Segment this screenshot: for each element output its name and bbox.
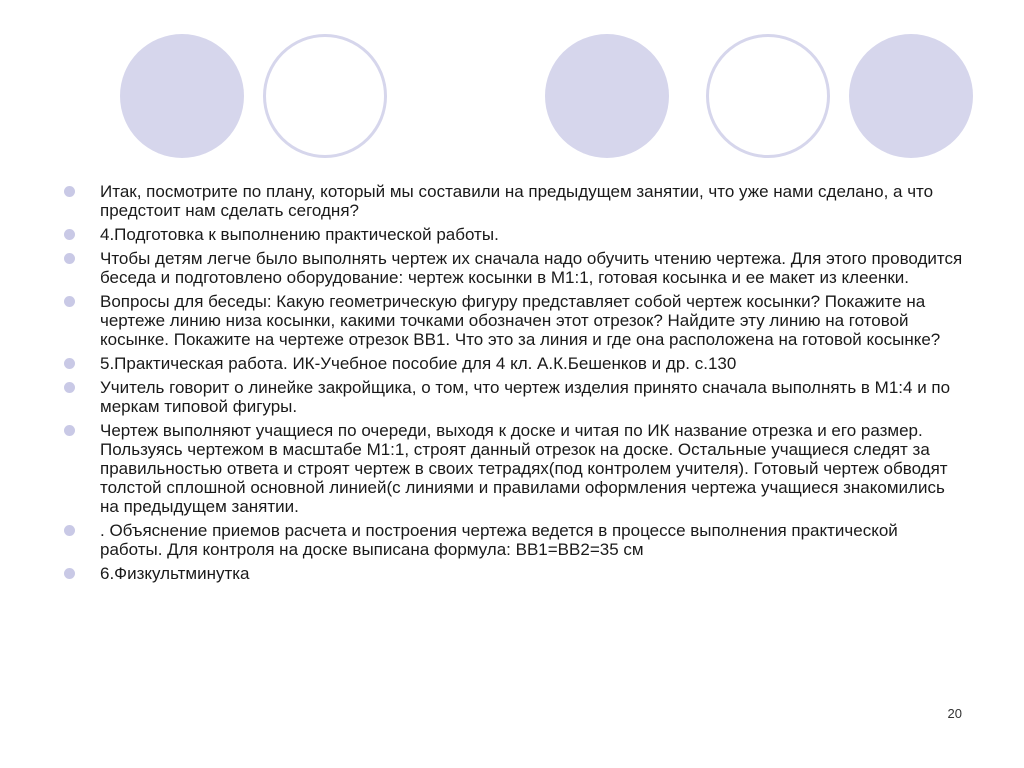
list-item (64, 292, 964, 349)
list-item-text: Чертеж выполняют учащиеся по очереди, выходя к доске и читая по ИК название отрезка и его размер. Пользуясь чертежом в масштабе М1:1, строят данный отрезок на доске. Остальные учащиеся следят за правильностью ответа и строят чертеж в своих тетрадях(под контролем учителя). Готовый чертеж обводят толстой сплошной основной линией(с линиями и правилами оформления чертежа учащиеся знакомились на предыдущем занятии. (100, 421, 948, 516)
list-item-text: Чтобы детям легче было выполнять чертеж их сначала надо обучить чтению чертежа. Для этого проводится беседа и подготовлено оборудование: чертеж косынки в М1:1, готовая косынка и ее макет из клеенки. (100, 249, 963, 287)
list-item (64, 354, 964, 373)
list-item (64, 249, 964, 287)
list-item (64, 225, 964, 244)
decorative-filled-circle (545, 34, 669, 158)
list-item (64, 521, 964, 559)
bullet-dot-icon (64, 296, 75, 307)
list-item (64, 378, 964, 416)
list-item (64, 564, 964, 583)
bullet-dot-icon (64, 425, 75, 436)
decorative-ring-circle (706, 34, 830, 158)
list-item-text: 4.Подготовка к выполнению практической работы. (100, 225, 499, 244)
bullet-dot-icon (64, 525, 75, 536)
list-item-text: . Объяснение приемов расчета и построения чертежа ведется в процессе выполнения практической работы. Для контроля на доске выписана формула: ВВ1=ВВ2=35 см (100, 521, 898, 559)
list-item-text: Вопросы для беседы: Какую геометрическую фигуру представляет собой чертеж косынки? Покажите на чертеже линию низа косынки, какими точками обозначен этот отрезок? Найдите эту линию на готовой косынке. Покажите на чертеже отрезок ВВ1. Что это за линия и где она расположена на готовой косынке? (100, 292, 941, 349)
page-number: 20 (947, 706, 962, 721)
decorative-ring-circle (263, 34, 387, 158)
list-item-text: Учитель говорит о линейке закройщика, о том, что чертеж изделия принято сначала выполнять в М1:4 и по меркам типовой фигуры. (100, 378, 951, 416)
bullet-dot-icon (64, 253, 75, 264)
list-item (64, 421, 964, 516)
list-item (64, 182, 964, 220)
list-item-text: 5.Практическая работа. ИК-Учебное пособие для 4 кл. А.К.Бешенков и др. с.130 (100, 354, 737, 373)
list-item-text: 6.Физкультминутка (100, 564, 250, 583)
bullet-dot-icon (64, 186, 75, 197)
bullet-dot-icon (64, 568, 75, 579)
decorative-filled-circle (849, 34, 973, 158)
list-item-text: Итак, посмотрите по плану, который мы составили на предыдущем занятии, что уже нами сделано, а что предстоит нам сделать сегодня? (100, 182, 934, 220)
bullet-list (64, 182, 964, 588)
bullet-dot-icon (64, 382, 75, 393)
bullet-dot-icon (64, 358, 75, 369)
decorative-filled-circle (120, 34, 244, 158)
bullet-dot-icon (64, 229, 75, 240)
